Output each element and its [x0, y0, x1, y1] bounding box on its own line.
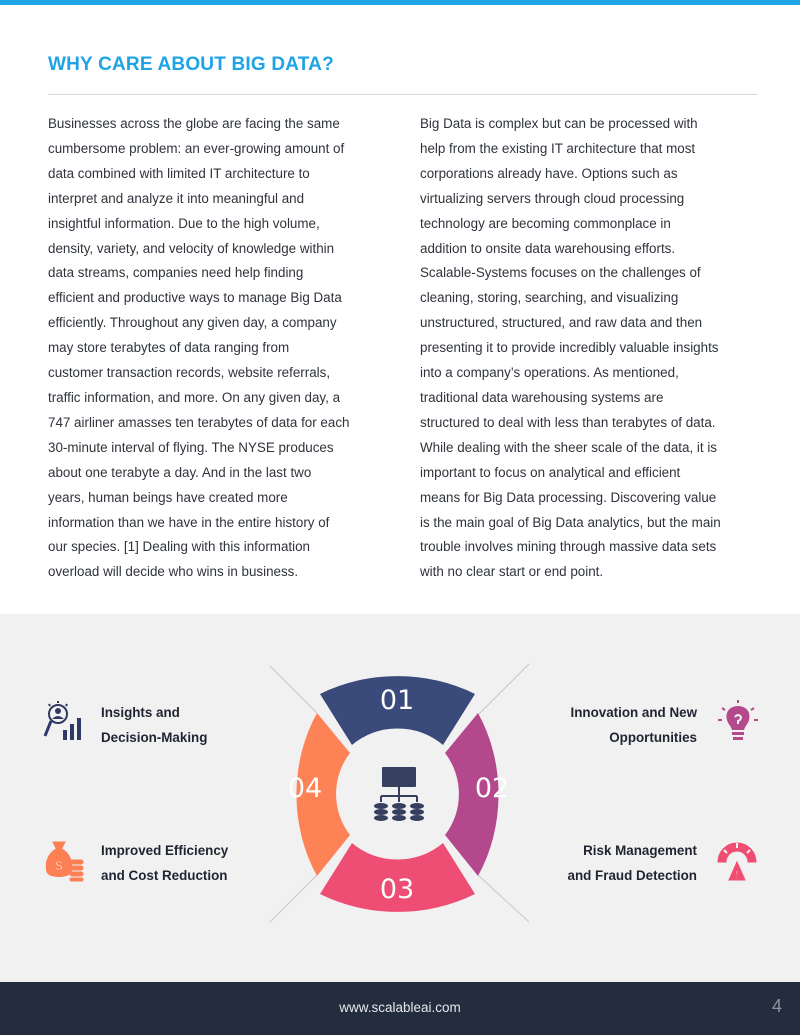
- guide-line-bottom-right: [478, 875, 529, 922]
- svg-text:$: $: [55, 858, 63, 873]
- benefit-innovation-label: Innovation and New Opportunities: [570, 705, 697, 745]
- footer-website-link[interactable]: www.scalableai.com: [339, 1000, 461, 1015]
- paragraph-line: traffic information, and more. On any given day, a: [48, 389, 341, 405]
- paragraph-line: about one terabyte a day. And in the last two: [48, 464, 312, 480]
- paragraph-line: Big Data is complex but can be processed with: [420, 116, 698, 131]
- page-number: 4: [771, 996, 782, 1016]
- paragraph-line: While dealing with the sheer scale of the data, it is: [420, 439, 717, 455]
- paragraph-line: traditional data warehousing systems are: [420, 389, 664, 405]
- paragraph-line: cleaning, storing, searching, and visualizing: [420, 290, 679, 306]
- paragraph-line: density, variety, and velocity of knowledge within: [48, 240, 335, 256]
- database-network-icon: [374, 767, 424, 821]
- paragraph-line: may store terabytes of data ranging from: [48, 340, 290, 356]
- analytics-person-chart-icon: [43, 700, 83, 742]
- paragraph-line: technology are becoming commonplace in: [420, 215, 671, 231]
- paragraph-line: efficiently. Throughout any given day, a company: [48, 315, 337, 331]
- paragraph-line: information than we have in the entire history of: [48, 514, 330, 530]
- paragraph-line: data streams, companies need help finding: [48, 265, 304, 281]
- paragraph-line: interpret and analyze it into meaningful and: [48, 190, 305, 206]
- paragraph-line: overload will decide who wins in business.: [48, 564, 299, 580]
- paragraph-line: is the main goal of Big Data analytics, but the main: [420, 514, 721, 530]
- segment-number-04: 04: [287, 773, 323, 804]
- segment-number-02: 02: [474, 773, 510, 804]
- segment-number-01: 01: [379, 685, 415, 716]
- paragraph-line: means for Big Data processing. Discovering value: [420, 489, 717, 505]
- paragraph-line: customer transaction records, website referrals,: [48, 365, 331, 381]
- paragraph-line: Scalable-Systems focuses on the challenges of: [420, 265, 701, 281]
- guide-line-bottom-left: [270, 875, 317, 922]
- benefit-efficiency-label: Improved Efficiency and Cost Reduction: [101, 843, 229, 883]
- paragraph-line: help from the existing IT architecture that most: [420, 140, 696, 156]
- guide-line-top-left: [270, 666, 317, 713]
- paragraph-line: with no clear start or end point.: [420, 564, 604, 580]
- paragraph-line: efficient and productive ways to manage Big Data: [48, 290, 342, 306]
- paragraph-line: 747 airliner amasses ten terabytes of data for each: [48, 414, 350, 430]
- paragraph-line: presenting it to provide incredibly valuable insights: [420, 340, 719, 356]
- benefit-risk-label: Risk Management and Fraud Detection: [567, 843, 697, 883]
- paragraph-line: our species. [1] Dealing with this information: [48, 539, 310, 555]
- risk-gauge-warning-icon: [716, 840, 758, 882]
- lightbulb-icon: [718, 700, 758, 744]
- money-bag-coins-icon: [43, 840, 85, 882]
- paragraph-line: important to focus on analytical and efficient: [420, 464, 681, 480]
- paragraph-line: years, human beings have created more: [48, 489, 288, 505]
- page-footer: [0, 982, 800, 1035]
- paragraph-line: structured to deal with less than terabytes of data.: [420, 414, 716, 430]
- paragraph-line: addition to onsite data warehousing efforts.: [420, 240, 676, 256]
- paragraph-line: insightful information. Due to the high volume,: [48, 215, 320, 231]
- paragraph-line: virtualizing servers through cloud processing: [420, 190, 685, 206]
- paragraph-line: data combined with limited IT architecture to: [48, 165, 310, 181]
- paragraph-line: 30-minute interval of flying. The NYSE produces: [48, 439, 334, 455]
- paragraph-line: cumbersome problem: an ever-growing amount of: [48, 140, 345, 156]
- paragraph-line: into a company’s operations. As mentioned,: [420, 365, 679, 381]
- svg-text:!: !: [735, 869, 739, 881]
- paragraph-line: Businesses across the globe are facing the same: [48, 116, 340, 131]
- paragraph-line: unstructured, structured, and raw data and then: [420, 315, 703, 331]
- paragraph-line: corporations already have. Options such as: [420, 165, 678, 181]
- benefit-insights-label: Insights and Decision-Making: [101, 705, 208, 745]
- paragraph-line: trouble involves mining through massive data sets: [420, 539, 717, 555]
- segment-number-03: 03: [379, 874, 415, 905]
- guide-line-top-right: [478, 664, 529, 715]
- section-heading: WHY CARE ABOUT BIG DATA?: [48, 54, 334, 75]
